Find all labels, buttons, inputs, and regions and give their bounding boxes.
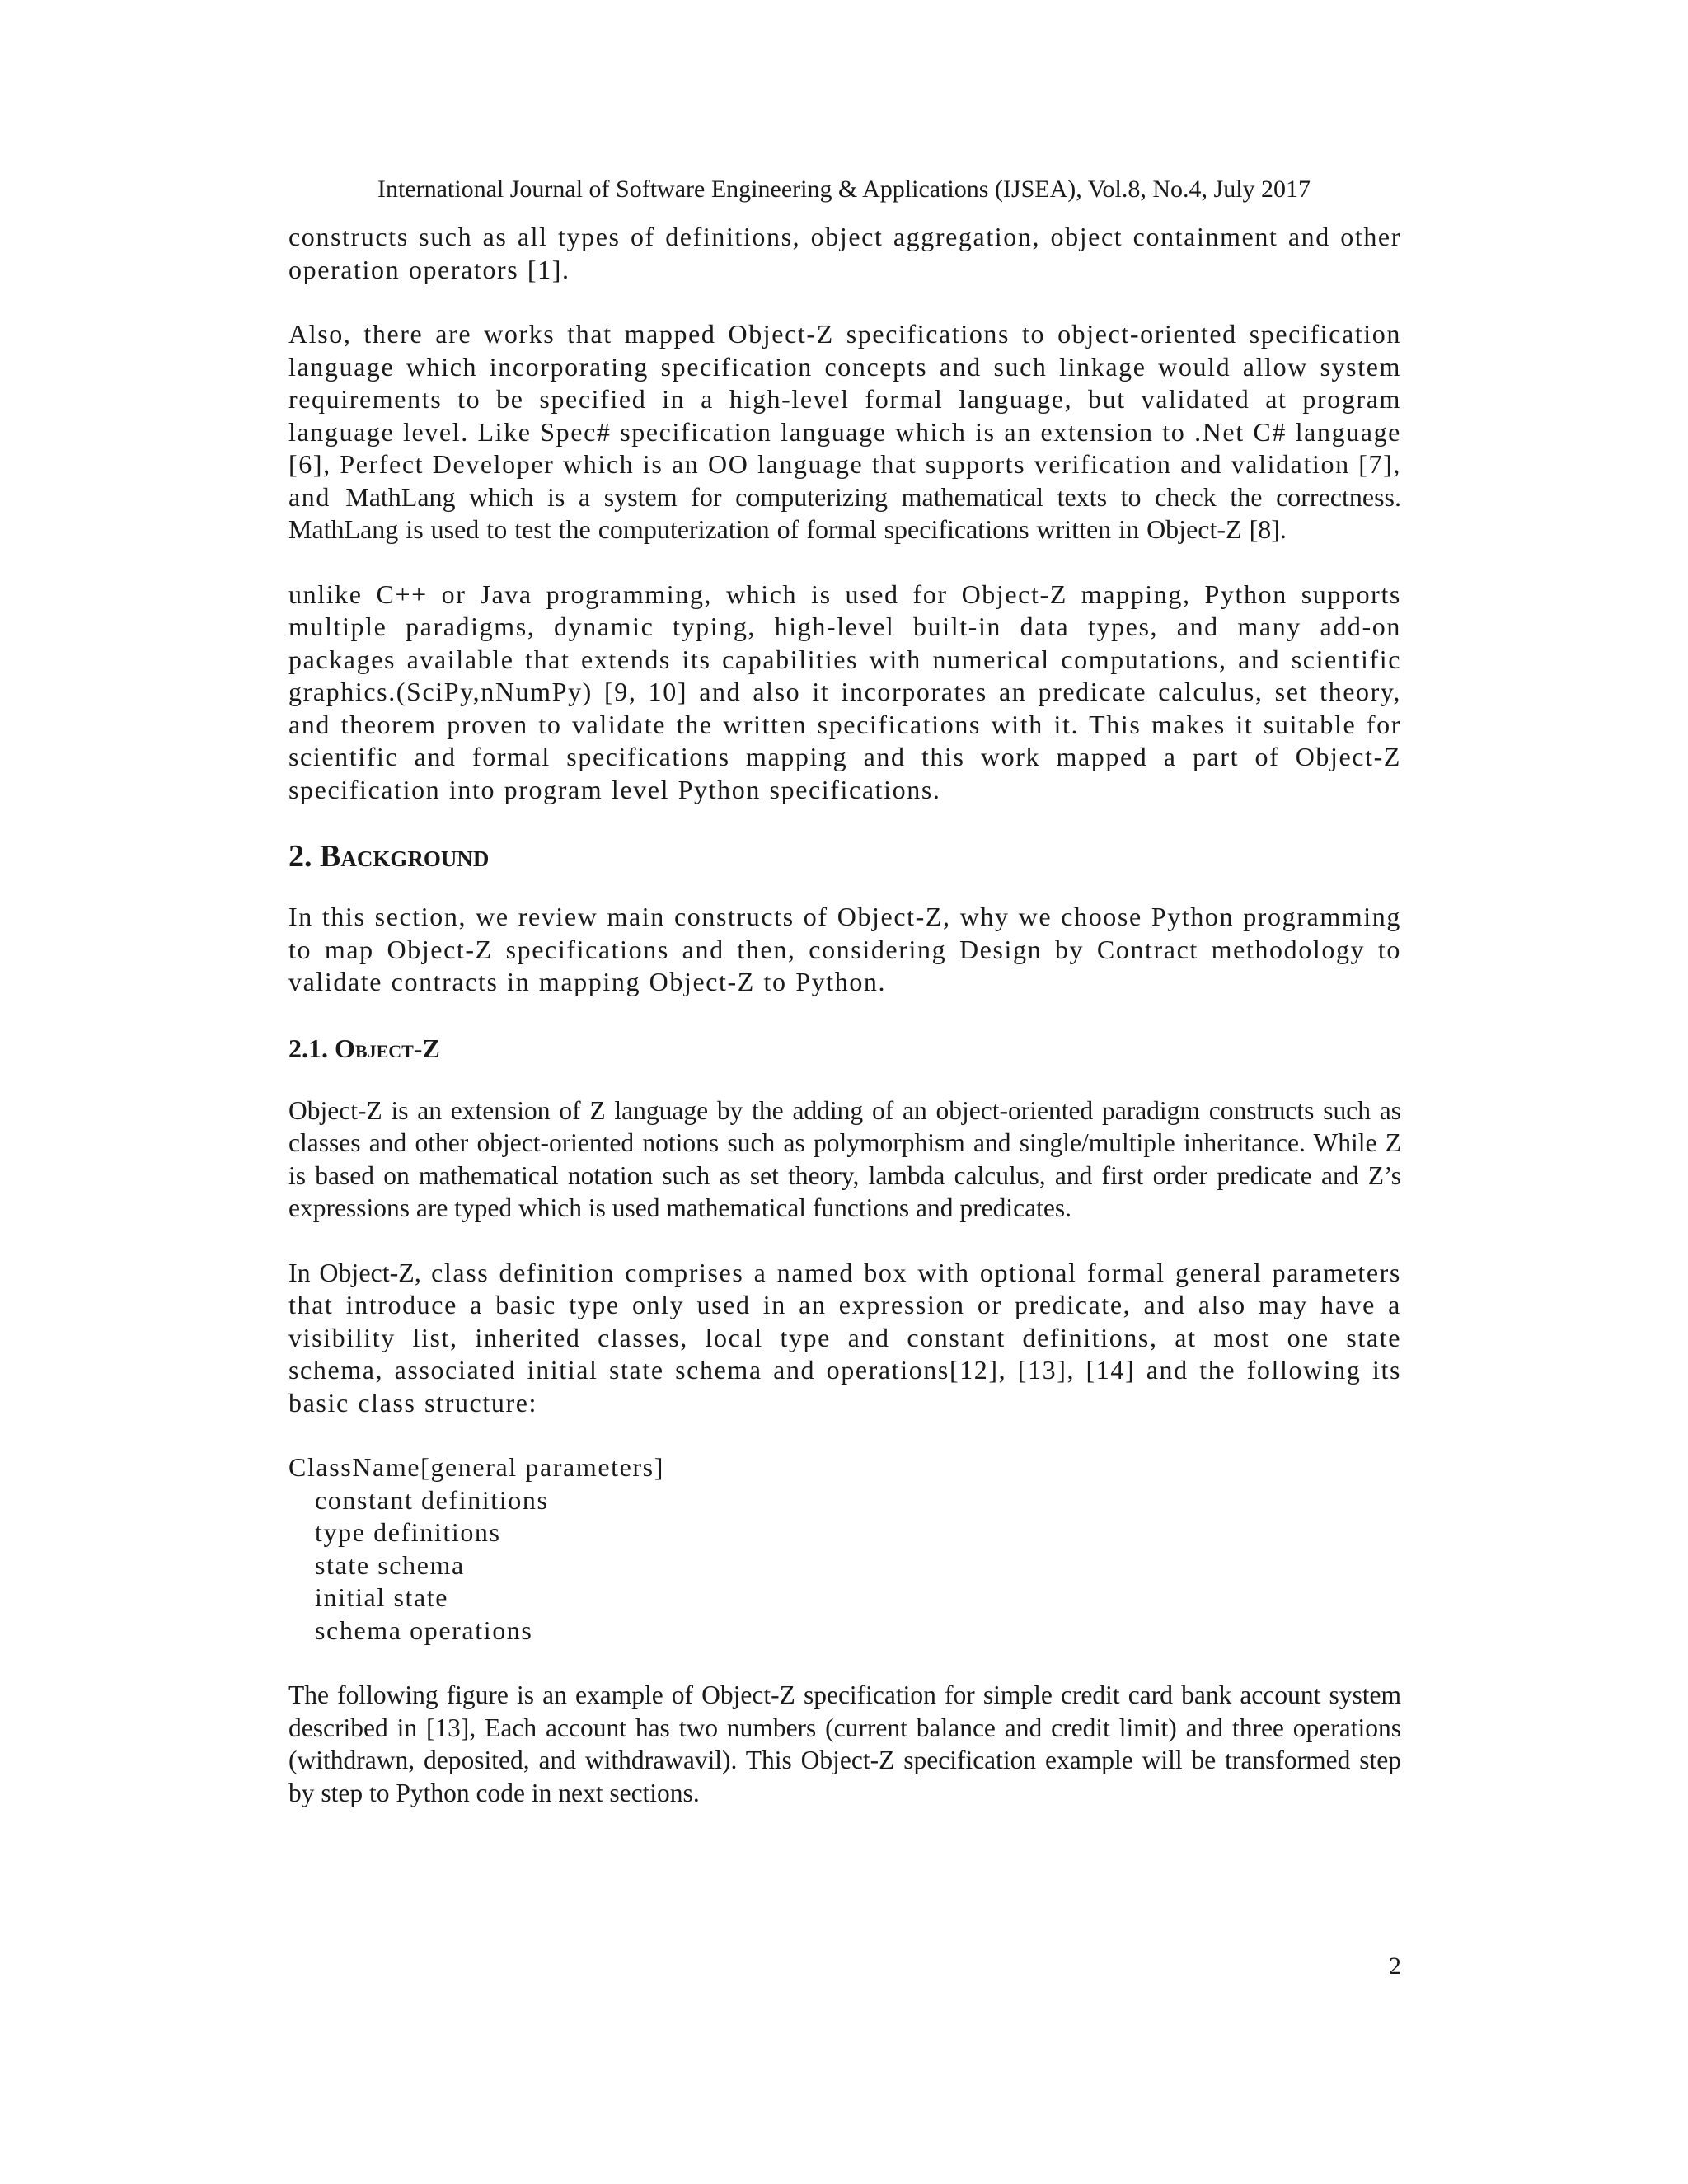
paragraph-mapped-works xyxy=(288,318,1401,546)
class-structure-item: constant definitions xyxy=(315,1484,549,1515)
paragraph-python: unlike C++ or Java programming, which is used for Object-Z mapping, Python supports multiple paradigms, dynamic typing, high-level built-in data types, and many add-on packages available that extends its capabilities with numerical computations, and scientific graphics.(SciPy,nNumPy) [9, 10] and also it incorporates an predicate calculus, set theory, and theorem proven to validate the written specifications with it. This makes it suitable for scientific and formal specifications mapping and this work mapped a part of Object-Z specification into program level Python specifications. xyxy=(288,579,1401,804)
paragraph-gap xyxy=(288,546,1401,579)
section-heading-background: 2. Background xyxy=(288,839,490,874)
paragraph-class-definition-rest: class definition comprises a named box with optional formal general parameters that introduce a basic type only used in an expression or predicate, and also may have a visibility list, inherited classes, local type and constant definitions, at most one state schema, associated initial state schema and operations[12], [13], [14] and the following its basic class structure: xyxy=(288,1257,1401,1418)
paragraph-gap xyxy=(288,875,1401,901)
paragraph-gap xyxy=(288,999,1401,1032)
class-structure-block xyxy=(288,1451,1401,1647)
paragraph-figure-intro: The following figure is an example of Object-Z specification for simple credit card bank account system described in [13], Each account has two numbers (current balance and credit limit) and three operations (withdrawn, deposited, and withdrawavil). This Object-Z specification example will be transformed step by step to Python code in next sections. xyxy=(288,1680,1401,1807)
paragraph-mapped-works-spaced: Also, there are works that mapped Object-Z specifications to object-oriented specification language which incorporating specification concepts and such linkage would allow system requirements to be specified in a high-level formal language, but validated at program language level. Like Spec# specification language which is an extension to .Net C# language [6], Perfect Developer which is an OO language that supports verification and validation [7], and xyxy=(288,319,1401,512)
page-content xyxy=(288,221,1401,1809)
class-structure-item: schema operations xyxy=(315,1615,533,1645)
paragraph-gap xyxy=(288,1065,1401,1094)
paragraph-mapped-works-mathlang: MathLang which is a system for computerizing mathematical texts to check the correctness. MathLang is used to test the computerization of formal specifications written in Object-Z [8]. xyxy=(288,481,1401,544)
paragraph-class-definition-lead: In Object-Z, xyxy=(288,1257,421,1287)
class-structure-item: state schema xyxy=(315,1549,465,1580)
subsection-heading-object-z: 2.1. Object-Z xyxy=(288,1033,440,1063)
paragraph-object-z-intro: Object-Z is an extension of Z language by the adding of an object-oriented paradigm constructs such as classes and other object-oriented notions such as polymorphism and single/multiple inheritance. While Z is based on mathematical notation such as set theory, lambda calculus, and first order predicate and Z’s expressions are typed which is used mathematical functions and predicates. xyxy=(288,1095,1401,1222)
class-structure-title: ClassName[general parameters] xyxy=(288,1452,664,1482)
paragraph-gap xyxy=(288,1225,1401,1257)
paragraph-constructs: constructs such as all types of definitions, object aggregation, object containment and other operation operators [1]. xyxy=(288,222,1401,284)
class-structure-item: initial state xyxy=(315,1582,449,1612)
page-number: 2 xyxy=(1389,1952,1401,1980)
paragraph-class-definition xyxy=(288,1257,1401,1420)
paragraph-gap xyxy=(288,286,1401,318)
running-header: International Journal of Software Engineering & Applications (IJSEA), Vol.8, No.4, July 2017 xyxy=(377,176,1311,203)
paragraph-gap xyxy=(288,1647,1401,1679)
paragraph-gap xyxy=(288,1419,1401,1451)
paragraph-gap xyxy=(288,806,1401,837)
paragraph-section-intro: In this section, we review main constructs of Object-Z, why we choose Python programming to map Object-Z specifications and then, considering Design by Contract methodology to validate contracts in mapping Object-Z to Python. xyxy=(288,902,1401,996)
class-structure-item: type definitions xyxy=(315,1517,501,1547)
